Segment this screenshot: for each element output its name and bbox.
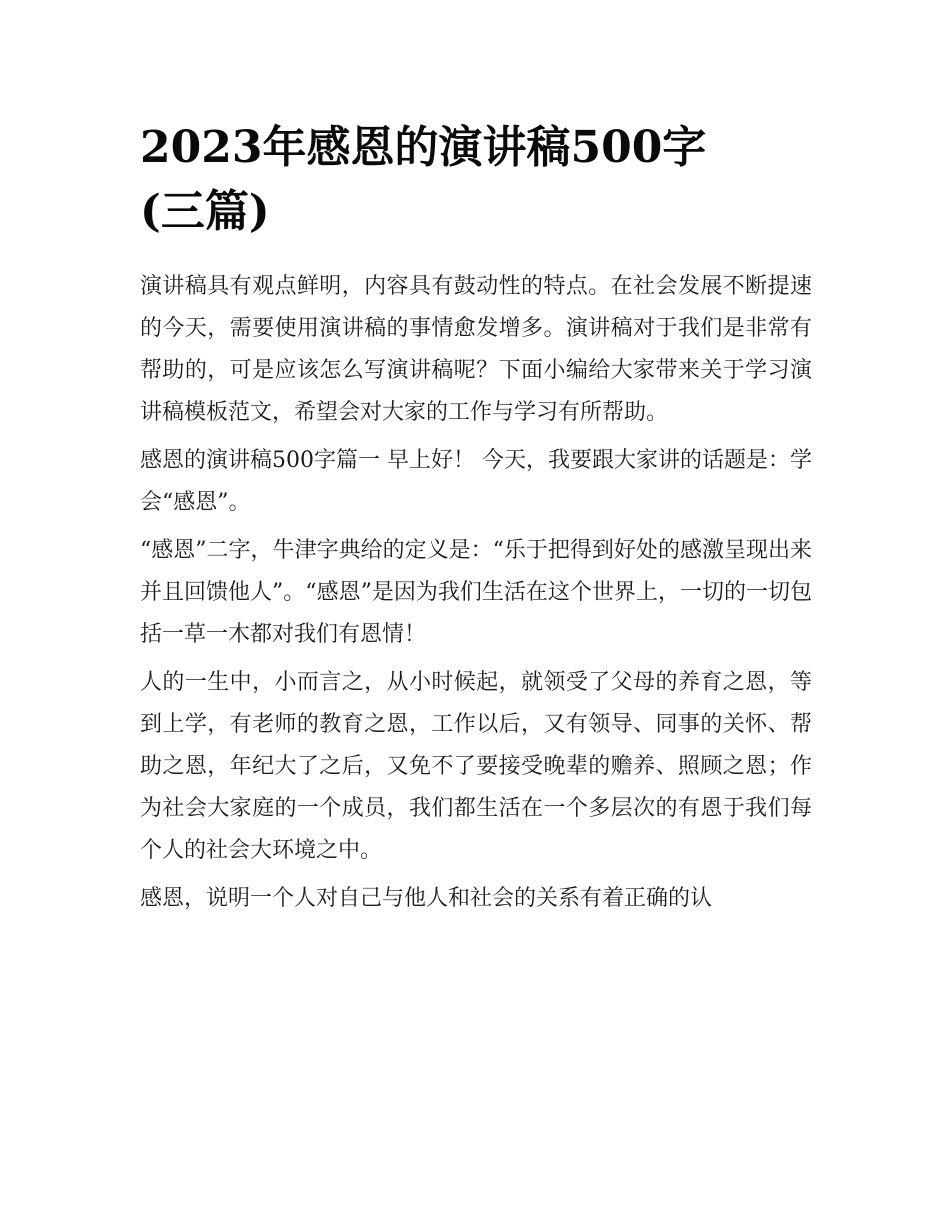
paragraph-greeting: 感恩的演讲稿500字篇一 早上好！ 今天，我要跟大家讲的话题是：学会“感恩”。 <box>140 448 812 515</box>
title-line-2: (三篇) <box>140 186 270 237</box>
document-body <box>140 116 812 926</box>
title-line-1: 2023年感恩的演讲稿500字 <box>140 122 707 173</box>
paragraph-life: 人的一生中，小而言之，从小时候起，就领受了父母的养育之恩，等到上学，有老师的教育之恩，工作以后，又有领导、同事的关怀、帮助之恩，年纪大了之后，又免不了要接受晚辈的赡养、照顾之恩；作为社会大家庭的一个成员，我们都生活在一个多层次的有恩于我们每个人的社会大环境之中。 <box>140 670 812 863</box>
paragraph-conclusion: 感恩，说明一个人对自己与他人和社会的关系有着正确的认 <box>140 886 713 911</box>
paragraph-definition: “感恩”二字，牛津字典给的定义是：“乐于把得到好处的感激呈现出来并且回馈他人”。“感恩”是因为我们生活在这个世界上，一切的一切包括一草一木都对我们有恩情！ <box>140 538 812 647</box>
document-title <box>140 116 812 244</box>
paragraph-intro: 演讲稿具有观点鲜明，内容具有鼓动性的特点。在社会发展不断提速的今天，需要使用演讲稿的事情愈发增多。演讲稿对于我们是非常有帮助的，可是应该怎么写演讲稿呢？下面小编给大家带来关于学习演讲稿模板范文，希望会对大家的工作与学习有所帮助。 <box>140 274 812 425</box>
